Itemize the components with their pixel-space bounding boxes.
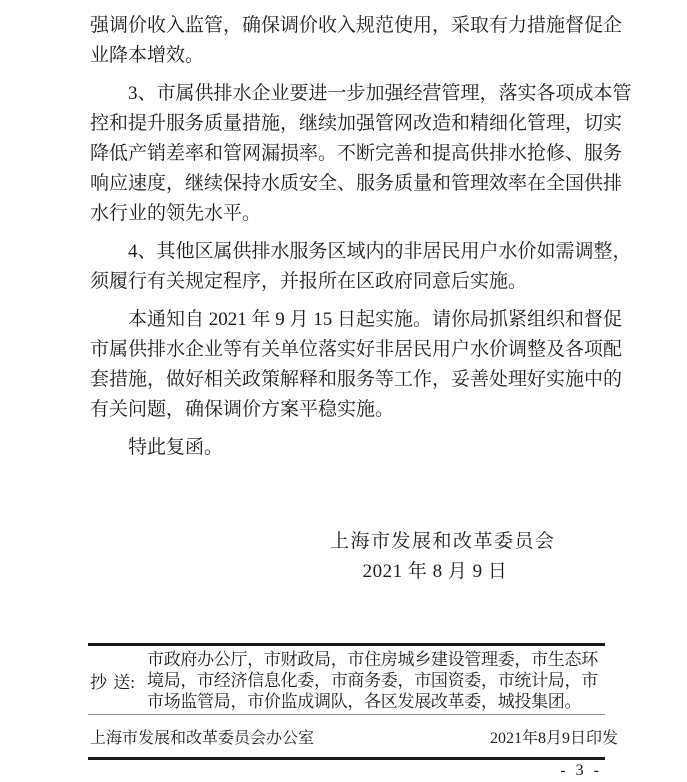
text-line: 强调价收入监管，确保调价收入规范使用，采取有力措施督促企 <box>90 15 623 36</box>
cc-block <box>88 643 605 715</box>
paragraph-item-4 <box>90 237 630 297</box>
text-line: 4、其他区属供排水服务区域内的非居民用户水价如需调整， <box>128 241 632 262</box>
paragraph-implementation <box>90 305 630 425</box>
cc-line: 市场监管局，市价监成调队，各区发展改革委，城投集团。 <box>147 692 582 711</box>
text-line: 市属供排水企业等有关单位落实好非居民用户水价调整及各项配 <box>90 339 623 360</box>
colophon-row <box>88 715 618 760</box>
text-line: 有关问题，确保调价方案平稳实施。 <box>90 399 395 420</box>
text-line: 水行业的领先水平。 <box>90 203 262 224</box>
page-number: - 3 - <box>560 762 602 779</box>
cc-label: 抄 送: <box>90 673 135 692</box>
signature-date: 2021 年 8 月 9 日 <box>362 561 508 582</box>
text-line: 降低产销差率和管网漏损率。不断完善和提高供排水抢修、服务 <box>90 143 623 164</box>
text-line: 控和提升服务质量措施，继续加强管网改造和精细化管理，切实 <box>90 113 623 134</box>
cc-line: 境局，市经济信息化委，市商务委，市国资委，市统计局，市 <box>147 671 598 690</box>
signature-block <box>330 531 556 583</box>
cc-line: 市政府办公厅，市财政局，市住房城乡建设管理委，市生态环 <box>147 650 598 669</box>
document-footer <box>88 643 618 760</box>
text-line: 套措施，做好相关政策解释和服务等工作，妥善处理好实施中的 <box>90 369 623 390</box>
text-line: 特此复函。 <box>128 437 224 458</box>
colophon-office: 上海市发展和改革委员会办公室 <box>90 730 315 747</box>
text-line: 须履行有关规定程序，并报所在区政府同意后实施。 <box>90 271 528 292</box>
paragraph-continued <box>90 11 630 71</box>
text-line: 3、市属供排水企业要进一步加强经营管理，落实各项成本管 <box>128 83 632 104</box>
text-line: 本通知自 2021 年 9 月 15 日起实施。请你局抓紧组织和督促 <box>128 309 623 330</box>
paragraph-closing <box>90 433 630 463</box>
paragraph-item-3 <box>90 79 630 229</box>
cc-lines <box>147 649 598 712</box>
text-line: 业降本增效。 <box>90 45 205 66</box>
document-body <box>90 11 630 463</box>
signature-issuer: 上海市发展和改革委员会 <box>330 531 556 552</box>
colophon-print-date: 2021年8月9日印发 <box>489 730 618 747</box>
text-line: 响应速度，继续保持水质安全、服务质量和管理效率在全国供排 <box>90 173 623 194</box>
